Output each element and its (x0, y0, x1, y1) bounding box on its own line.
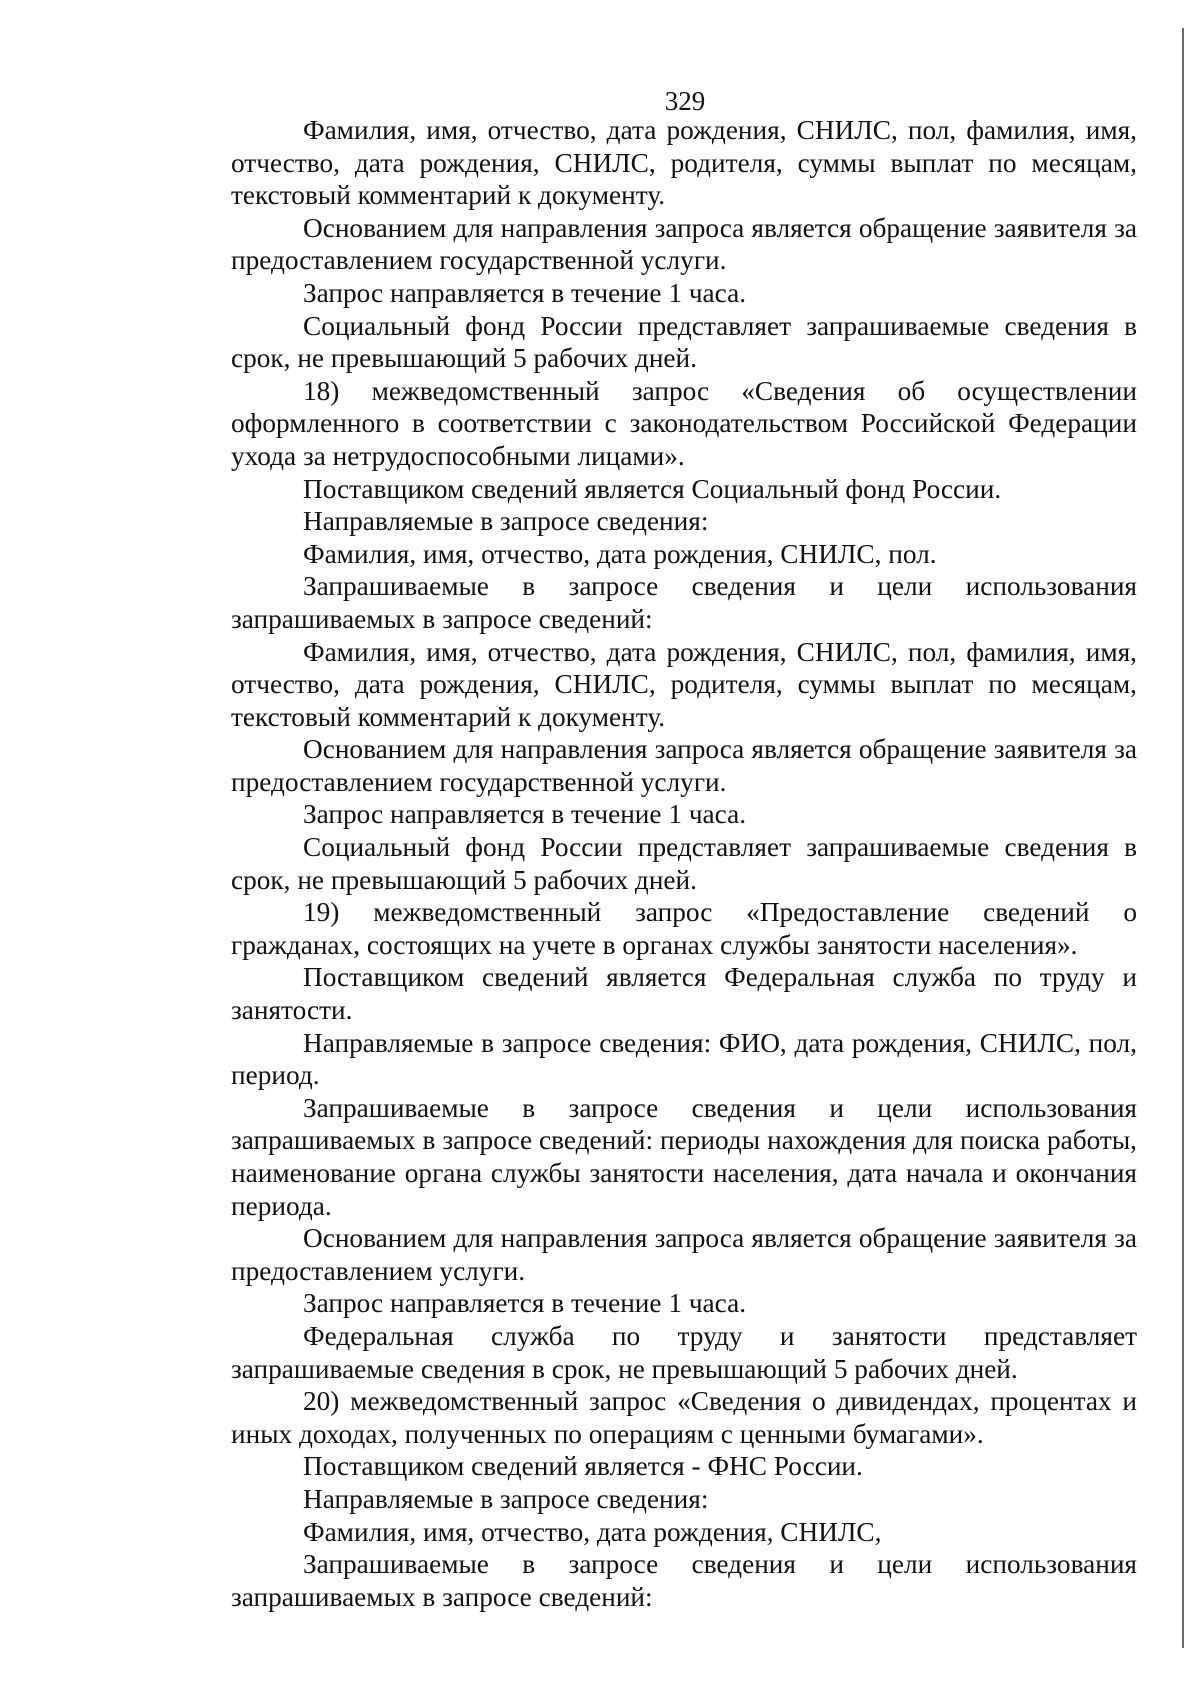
paragraph: Запрос направляется в течение 1 часа. (303, 799, 747, 830)
paragraph: Поставщиком сведений является - ФНС России. (303, 1451, 863, 1482)
page-number: 329 (664, 86, 706, 116)
paragraph: Запрашиваемые в запросе сведения и цели использования запрашиваемых в запросе сведений: (231, 571, 1137, 634)
document-body (231, 114, 1137, 1613)
page-edge-line (1182, 28, 1184, 1648)
paragraph: Основанием для направления запроса является обращение заявителя за предоставлением услуги. (231, 1223, 1137, 1286)
paragraph: Социальный фонд России представляет запрашиваемые сведения в срок, не превышающий 5 рабочих дней. (231, 310, 1137, 374)
paragraph: Федеральная служба по труду и занятости представляет запрашиваемые сведения в срок, не превышающий 5 рабочих дней. (231, 1320, 1137, 1384)
paragraph: Запрос направляется в течение 1 часа. (303, 277, 747, 308)
paragraph: Фамилия, имя, отчество, дата рождения, СНИЛС, пол, фамилия, имя, отчество, дата рождения, СНИЛС, родителя, суммы выплат по месяцам, текстовый комментарий к документу. (231, 636, 1137, 732)
paragraph: Фамилия, имя, отчество, дата рождения, СНИЛС, пол. (303, 538, 937, 569)
paragraph: Запрос направляется в течение 1 часа. (303, 1288, 747, 1319)
paragraph: Социальный фонд России представляет запрашиваемые сведения в срок, не превышающий 5 рабочих дней. (231, 832, 1137, 895)
paragraph: 19) межведомственный запрос «Предоставление сведений о гражданах, состоящих на учете в органах службы занятости населения». (231, 897, 1137, 960)
paragraph: Направляемые в запросе сведения: (303, 506, 709, 537)
paragraph: 18) межведомственный запрос «Сведения об осуществлении оформленного в соответствии с законодательством Российской Федерации ухода за нетрудоспособными лицами». (231, 375, 1137, 471)
paragraph: Основанием для направления запроса является обращение заявителя за предоставлением государственной услуги. (231, 212, 1137, 276)
paragraph: Запрашиваемые в запросе сведения и цели использования запрашиваемых в запросе сведений: (231, 1549, 1137, 1612)
paragraph: Фамилия, имя, отчество, дата рождения, СНИЛС, пол, фамилия, имя, отчество, дата рождения, СНИЛС, родителя, суммы выплат по месяцам, текстовый комментарий к документу. (231, 115, 1137, 211)
paragraph: Запрашиваемые в запросе сведения и цели использования запрашиваемых в запросе сведений: периоды нахождения для поиска работы, наименование органа службы занятости населения, дата начала и окончания периода. (231, 1092, 1137, 1221)
paragraph: Направляемые в запросе сведения: (303, 1483, 709, 1514)
paragraph: 20) межведомственный запрос «Сведения о дивидендах, процентах и иных доходах, полученных по операциям с ценными бумагами». (231, 1386, 1137, 1449)
paragraph: Основанием для направления запроса является обращение заявителя за предоставлением государственной услуги. (231, 734, 1137, 797)
paragraph: Поставщиком сведений является Федеральная служба по труду и занятости. (231, 962, 1137, 1026)
paragraph: Поставщиком сведений является Социальный фонд России. (303, 473, 1002, 504)
paragraph: Направляемые в запросе сведения: ФИО, дата рождения, СНИЛС, пол, период. (231, 1027, 1137, 1091)
paragraph: Фамилия, имя, отчество, дата рождения, СНИЛС, (303, 1516, 882, 1547)
